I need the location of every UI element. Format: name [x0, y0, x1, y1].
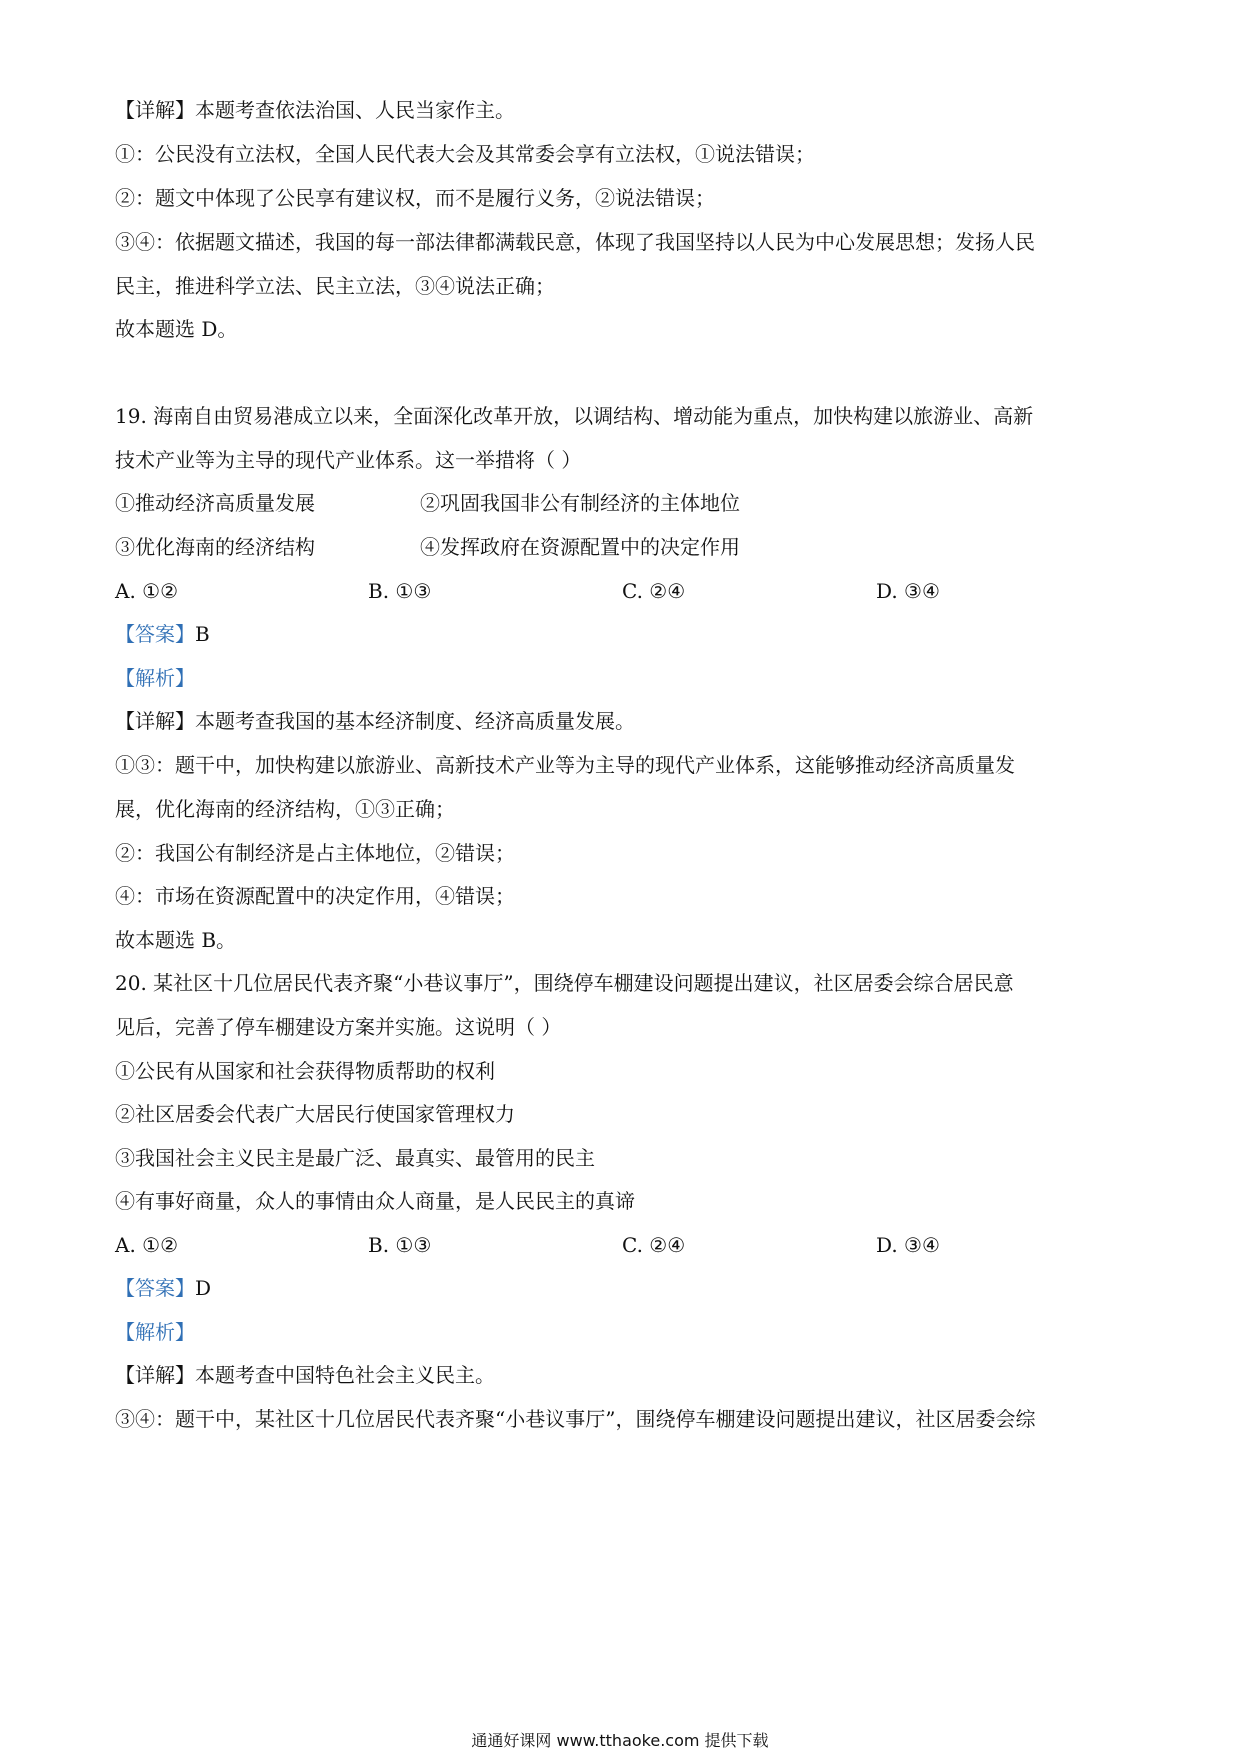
q20-item-1: ①公民有从国家和社会获得物质帮助的权利: [115, 1059, 495, 1083]
q20-choice-a: A. ①②: [115, 1233, 179, 1257]
q20-stem-line-2: 见后，完善了停车棚建设方案并实施。这说明（ ）: [115, 1015, 562, 1039]
q19-answer-tag: 【答案】: [115, 622, 195, 646]
q19-detail-text: 本题考查我国的基本经济制度、经济高质量发展。: [195, 709, 635, 733]
q20-answer-line: [115, 1274, 1125, 1302]
q19-choice-d: D. ③④: [876, 579, 940, 603]
q19-answer-line: [115, 620, 1125, 648]
q18-line-3: ③④：依据题文描述，我国的每一部法律都满载民意，体现了我国坚持以人民为中心发展思想；发扬人民: [115, 230, 1035, 254]
q18-detail-text: 本题考查依法治国、人民当家作主。: [195, 98, 515, 122]
q18-line-2: ②：题文中体现了公民享有建议权，而不是履行义务，②说法错误；: [115, 186, 715, 210]
q20-choice-b: B. ①③: [368, 1233, 432, 1257]
q19-line-2: 展，优化海南的经济结构，①③正确；: [115, 797, 455, 821]
q19-stem-line-2: 技术产业等为主导的现代产业体系。这一举措将（ ）: [115, 448, 582, 472]
q20-choice-d: D. ③④: [876, 1233, 940, 1257]
q18-line-4: 民主，推进科学立法、民主立法，③④说法正确；: [115, 274, 555, 298]
q20-item-2: ②社区居委会代表广大居民行使国家管理权力: [115, 1102, 515, 1126]
q18-detail-tag: 【详解】: [115, 98, 195, 122]
q19-detail-line: [115, 707, 1125, 735]
q19-line-3: ②：我国公有制经济是占主体地位，②错误；: [115, 841, 515, 865]
q20-detail-line: [115, 1361, 1125, 1389]
q18-conclusion: 故本题选 D。: [115, 317, 238, 341]
q18-detail-line: [115, 96, 1125, 124]
q18-line-1: ①：公民没有立法权，全国人民代表大会及其常委会享有立法权，①说法错误；: [115, 142, 815, 166]
q20-answer-tag: 【答案】: [115, 1276, 195, 1300]
q19-line-4: ④：市场在资源配置中的决定作用，④错误；: [115, 884, 515, 908]
q20-detail-text: 本题考查中国特色社会主义民主。: [195, 1363, 495, 1387]
q20-answer: D: [195, 1276, 212, 1300]
q19-item-2: ②巩固我国非公有制经济的主体地位: [420, 491, 740, 515]
q19-item-4: ④发挥政府在资源配置中的决定作用: [420, 535, 740, 559]
q19-answer: B: [195, 622, 210, 646]
q20-item-4: ④有事好商量，众人的事情由众人商量，是人民民主的真谛: [115, 1189, 635, 1213]
q20-choice-c: C. ②④: [622, 1233, 686, 1257]
q20-stem-line-1: 20. 某社区十几位居民代表齐聚“小巷议事厅”，围绕停车棚建设问题提出建议，社区居委会综合居民意: [115, 971, 1014, 995]
q19-line-1: ①③：题干中，加快构建以旅游业、高新技术产业等为主导的现代产业体系，这能够推动经济高质量发: [115, 753, 1015, 777]
page-footer: 通通好课网 www.tthaoke.com 提供下载: [471, 1731, 769, 1750]
q19-analysis-tag: 【解析】: [115, 666, 195, 690]
q19-choice-a: A. ①②: [115, 579, 179, 603]
q19-choice-b: B. ①③: [368, 579, 432, 603]
q20-analysis-tag: 【解析】: [115, 1320, 195, 1344]
q19-item-1: ①推动经济高质量发展: [115, 491, 315, 515]
q19-conclusion: 故本题选 B。: [115, 928, 237, 952]
q19-item-3: ③优化海南的经济结构: [115, 535, 315, 559]
q20-detail-tag: 【详解】: [115, 1363, 195, 1387]
q20-item-3: ③我国社会主义民主是最广泛、最真实、最管用的民主: [115, 1146, 595, 1170]
q20-line-1: ③④：题干中，某社区十几位居民代表齐聚“小巷议事厅”，围绕停车棚建设问题提出建议，社区居委会综: [115, 1407, 1036, 1431]
q19-detail-tag: 【详解】: [115, 709, 195, 733]
q19-choice-c: C. ②④: [622, 579, 686, 603]
q19-stem-line-1: 19. 海南自由贸易港成立以来，全面深化改革开放，以调结构、增动能为重点，加快构建以旅游业、高新: [115, 404, 1034, 428]
